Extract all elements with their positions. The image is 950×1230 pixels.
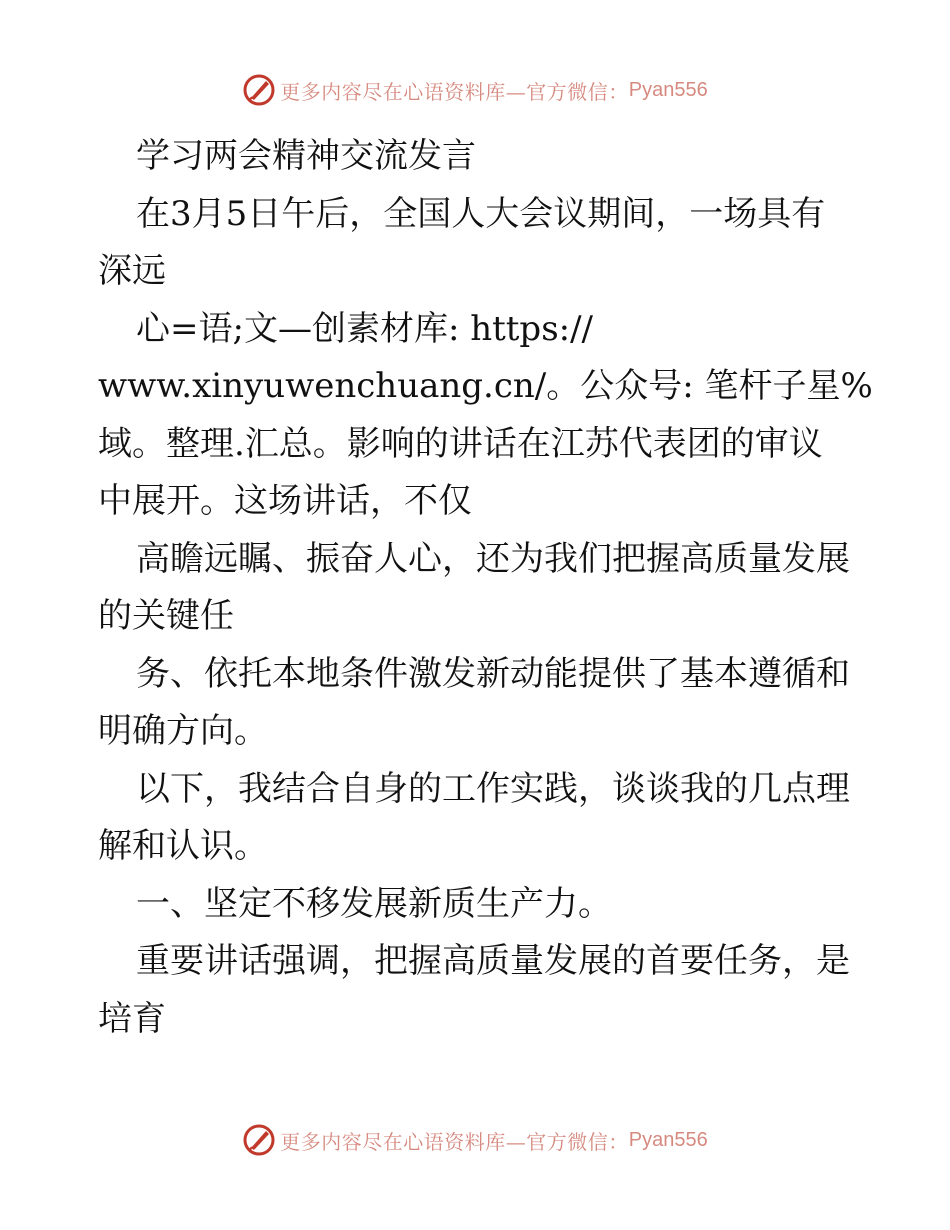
paragraph-line: 域。整理.汇总。影响的讲话在江苏代表团的审议 (98, 423, 823, 464)
paragraph-line: 心=语;文—创素材库: https:// (136, 308, 594, 349)
paragraph-line: 培育 (98, 998, 166, 1039)
paragraph-line: 中展开。这场讲话，不仅 (98, 481, 472, 521)
header-watermark-banner (0, 70, 950, 110)
paragraph-line: 以下，我结合自身的工作实践，谈谈我的几点理 (136, 768, 850, 809)
paragraph-line: 在3月5日午后，全国人大会议期间，一场具有 (136, 193, 826, 234)
section-heading: 一、坚定不移发展新质生产力。 (136, 883, 612, 924)
paragraph-line: 重要讲话强调，把握高质量发展的首要任务，是 (136, 941, 850, 981)
paragraph-line: www.xinyuwenchuang.cn/。公众号: 笔杆子星% (98, 366, 873, 406)
document-title: 学习两会精神交流发言 (136, 136, 476, 176)
paragraph-line: 的关键任 (98, 596, 234, 636)
footer-watermark-banner (0, 1120, 950, 1160)
watermark-wechat-handle: Pyan556 (628, 78, 708, 101)
paragraph-line: 深远 (98, 251, 166, 291)
paragraph-line: 明确方向。 (98, 711, 268, 751)
watermark-wechat-handle: Pyan556 (628, 1128, 708, 1151)
watermark-text: 更多内容尽在心语资料库—官方微信： (280, 1129, 629, 1154)
document-body (98, 128, 873, 1048)
paragraph-line: 务、依托本地条件激发新动能提供了基本遵循和 (136, 653, 850, 694)
quill-pen-logo-icon (242, 73, 276, 107)
paragraph-line: 高瞻远瞩、振奋人心，还为我们把握高质量发展 (136, 538, 850, 579)
quill-pen-logo-icon (242, 1123, 276, 1157)
paragraph-line: 解和认识。 (98, 826, 268, 866)
watermark-text: 更多内容尽在心语资料库—官方微信： (280, 79, 629, 104)
